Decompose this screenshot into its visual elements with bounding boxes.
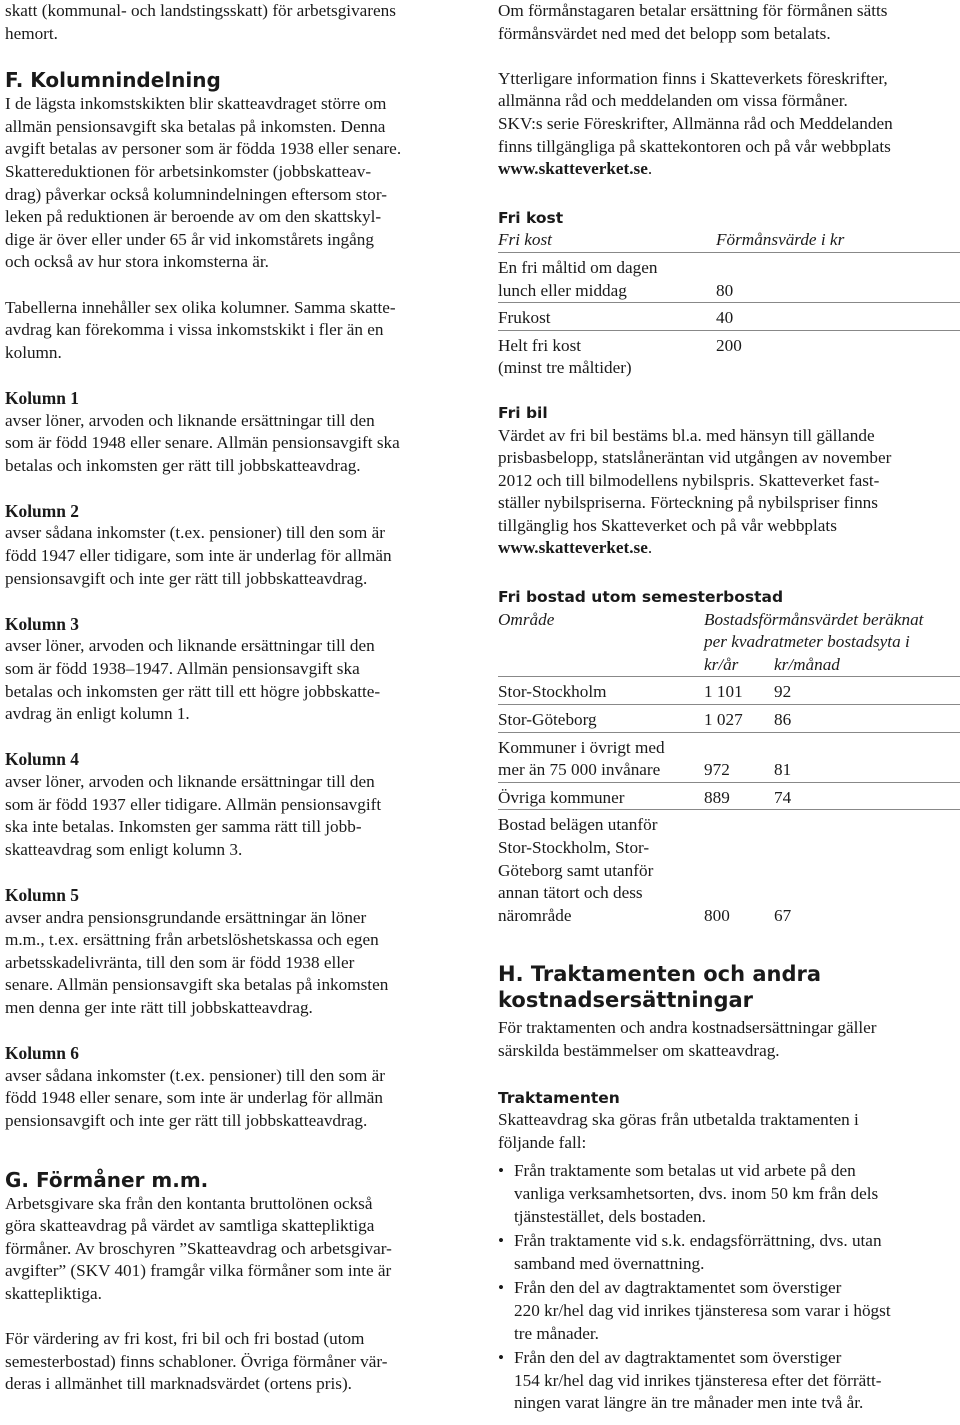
table-header-row (498, 609, 960, 654)
text-line: finns tillgängliga på skattekontoren och på vår webbplats (498, 136, 891, 156)
row-value: 800 (704, 905, 730, 925)
kolumn-title: Kolumn 6 (5, 1043, 79, 1064)
table-row (498, 810, 960, 927)
row-label: annan tätort och dess (498, 883, 643, 903)
text-line: För värdering av fri kost, fri bil och fri bostad (utom (5, 1329, 365, 1349)
text-line: avgifter” (SKV 401) framgår vilka förmåner som inte är (5, 1261, 392, 1281)
kolumn-6 (5, 1042, 465, 1132)
traktamenten-intro (498, 1109, 956, 1154)
heading-line: H. Traktamenten och andra (498, 962, 822, 987)
text-line: samband med övernattning. (514, 1253, 705, 1273)
text-line: förmåner. Av broschyren ”Skatteavdrag och arbetsgivar- (5, 1238, 392, 1258)
row-label: mer än 75 000 invånare (498, 760, 661, 780)
row-value: 200 (716, 335, 742, 355)
intro-paragraph (5, 0, 465, 45)
table-header-row (498, 229, 960, 252)
text-line: drag) påverkar också kolumnindelningen eftersom stor- (5, 184, 387, 204)
traktamenten-heading: Traktamenten (498, 1088, 620, 1107)
column-header: Bostadsförmånsvärdet beräknat (704, 609, 924, 629)
bullet-icon: • (498, 1231, 505, 1251)
row-label: Frukost (498, 303, 716, 331)
text-line: avser löner, arvoden och liknande ersättningar till den (5, 410, 375, 430)
fri-bil-heading: Fri bil (498, 403, 548, 422)
list-item (498, 1277, 956, 1345)
row-label: En fri måltid om dagen (498, 257, 658, 277)
text-line: I de lägsta inkomstskikten blir skatteavdraget större om (5, 94, 387, 114)
row-label: (minst tre måltider) (498, 358, 632, 378)
text-line: tillgänglig hos Skatteverket och på vår webbplats (498, 515, 837, 535)
text-line: skatteavdrag som enligt kolumn 3. (5, 839, 243, 859)
text-line: född 1947 eller tidigare, som inte är underlag för allmän (5, 546, 392, 566)
text-line: göra skatteavdrag på värdet av samtliga skattepliktiga (5, 1216, 375, 1236)
text-line: ningen varat längre än tre månader men inte två år. (514, 1393, 864, 1413)
kolumn-title: Kolumn 4 (5, 749, 79, 770)
row-value: 81 (774, 732, 960, 782)
row-label: Stor-Stockholm, Stor- (498, 838, 650, 857)
list-item (498, 1160, 956, 1228)
text-line: betalas och inkomsten ger rätt till ett högre jobbskatte- (5, 681, 381, 701)
table-row (498, 252, 960, 302)
fri-kost-heading: Fri kost (498, 208, 564, 227)
traktamenten-list (498, 1160, 956, 1415)
kolumn-2 (5, 500, 465, 590)
text-line: avser löner, arvoden och liknande ersättningar till den (5, 772, 375, 791)
row-label: Övriga kommuner (498, 782, 704, 810)
bullet-icon: • (498, 1348, 505, 1368)
row-value: 67 (774, 905, 792, 925)
row-value: 889 (704, 782, 774, 810)
row-value: 92 (774, 677, 960, 705)
text-line: avdrag än enligt kolumn 1. (5, 704, 190, 724)
text-line: född 1948 eller senare, som inte är underlag för allmän (5, 1088, 383, 1108)
kolumn-3 (5, 613, 465, 726)
fri-bostad-heading: Fri bostad utom semesterbostad (498, 588, 784, 607)
table-row (498, 330, 960, 380)
text-line: vanliga verksamhetsorten, dvs. inom 50 km från dels (514, 1183, 879, 1203)
text-line: Värdet av fri bil bestäms bl.a. med hänsyn till gällande (498, 425, 875, 445)
table-header-row (498, 654, 960, 677)
list-item (498, 1347, 956, 1415)
text-line: avdrag kan förekomma i vissa inkomstskikt i fler än en (5, 320, 384, 340)
text-line: kolumn. (5, 342, 62, 362)
text-line: följande fall: (498, 1132, 587, 1152)
text-line: Om förmånstagaren betalar ersättning för förmånen sätts (498, 1, 888, 20)
text-line: 154 kr/hel dag vid inrikes tjänsteresa efter det förrätt- (514, 1370, 882, 1390)
column-header: per kvadratmeter bostadsyta i (704, 632, 910, 652)
row-value: 74 (774, 782, 960, 810)
row-label: Helt fri kost (498, 335, 582, 355)
table-row (498, 303, 960, 331)
text-line: skatt (kommunal- och landstingsskatt) för arbetsgivarens (5, 1, 396, 20)
column-header: Område (498, 609, 555, 629)
kolumn-1 (5, 387, 465, 477)
row-label: lunch eller middag (498, 280, 627, 300)
text-line: Tabellerna innehåller sex olika kolumner. Samma skatte- (5, 297, 396, 317)
unit-header: kr/år (704, 654, 774, 677)
row-label: närområde (498, 905, 572, 925)
table-row (498, 705, 960, 733)
text-line: semesterbostad) finns schabloner. Övriga förmåner vär- (5, 1351, 388, 1371)
section-g-paragraph-2 (5, 1328, 465, 1396)
text-line: pensionsavgift och inte ger rätt till jobbskatteavdrag. (5, 1110, 368, 1130)
text-line: dige är över eller under 65 år vid inkomstårets ingång (5, 229, 374, 249)
left-column (5, 0, 465, 1396)
text-line: som är född 1948 eller senare. Allmän pensionsavgift ska (5, 433, 400, 453)
section-f-paragraph-2 (5, 297, 465, 365)
text-line: deras i allmänhet till marknadsvärdet (ortens pris). (5, 1374, 352, 1394)
row-value: 86 (774, 705, 960, 733)
section-h-paragraph (498, 1017, 956, 1062)
row-value: 80 (716, 252, 960, 302)
section-g-heading: G. Förmåner m.m. (5, 1167, 209, 1192)
text-line: Ytterligare information finns i Skatteverkets föreskrifter, (498, 68, 888, 88)
table-row (498, 782, 960, 810)
text-line: ska inte betalas. Inkomsten ger samma rätt till jobb- (5, 817, 362, 837)
text-line: tjänstestället, dels bostaden. (514, 1206, 706, 1226)
row-value: 40 (716, 303, 960, 331)
text-line: allmänna råd och meddelanden om vissa förmåner. (498, 91, 848, 111)
row-label: Stor-Stockholm (498, 677, 704, 705)
text-line: skattepliktiga. (5, 1283, 102, 1303)
row-value: 1 101 (704, 677, 774, 705)
text-line: Skattereduktionen för arbetsinkomster (jobbskatteav- (5, 161, 372, 181)
text-line: betalas och inkomsten ger rätt till jobbskatteavdrag. (5, 455, 361, 475)
text-line: senare. Allmän pensionsavgift ska betalas på inkomsten (5, 975, 389, 995)
text-line: Från den del av dagtraktamentet som överstiger (514, 1278, 842, 1298)
text-line: 220 kr/hel dag vid inrikes tjänsteresa som varar i högst (514, 1300, 891, 1320)
text-line: Från traktamente vid s.k. endagsförrättning, dvs. utan (514, 1231, 882, 1251)
bullet-icon: • (498, 1278, 505, 1298)
kolumn-title: Kolumn 2 (5, 500, 79, 521)
table-row (498, 677, 960, 705)
kolumn-title: Kolumn 5 (5, 884, 79, 905)
text-line: som är född 1937 eller tidigare. Allmän pensionsavgift (5, 794, 382, 814)
text-line: Från traktamente som betalas ut vid arbete på den (514, 1161, 856, 1181)
kolumn-5 (5, 884, 465, 1020)
text-line: leken på reduktionen är beroende av om den skattskyl- (5, 207, 382, 227)
kolumn-title: Kolumn 3 (5, 613, 79, 634)
text-line: avser sådana inkomster (t.ex. pensioner) till den som är (5, 1065, 385, 1085)
info-paragraph: Ytterligare information finns i Skatteverkets föreskrifter, allmänna råd och meddelanden om vissa förmåner. SKV:s serie Föreskrifter, Allmänna råd och Meddelanden finns tillgängliga på skattekontoren och på vår webbplats www.skatteverket.se. (498, 68, 956, 181)
text-line: avser sådana inkomster (t.ex. pensioner) till den som är (5, 523, 385, 543)
text-line: allmän pensionsavgift ska betalas på inkomsten. Denna (5, 116, 386, 136)
column-header: Förmånsvärde i kr (716, 229, 960, 252)
right-column (498, 0, 956, 1417)
text-line: Skatteavdrag ska göras från utbetalda traktamenten i (498, 1110, 859, 1130)
text-line: arbetsskadelivränta, till den som är född 1938 eller (5, 952, 355, 972)
text-line: särskilda bestämmelser om skatteavdrag. (498, 1040, 780, 1060)
section-g-paragraph (5, 1193, 465, 1306)
kolumn-title: Kolumn 1 (5, 387, 79, 408)
fri-kost-table (498, 229, 960, 380)
fri-bostad-table (498, 609, 960, 928)
website-link[interactable]: www.skatteverket.se (498, 159, 648, 179)
table-row (498, 732, 960, 782)
text-line: SKV:s serie Föreskrifter, Allmänna råd och Meddelanden (498, 113, 893, 133)
row-label: Kommuner i övrigt med (498, 737, 665, 757)
section-f-heading: F. Kolumnindelning (5, 68, 221, 93)
text-line: avgift betalas av personer som är födda 1938 eller senare. (5, 139, 402, 159)
text-line: hemort. (5, 23, 58, 43)
intro-paragraph (498, 0, 956, 45)
text-line: avser löner, arvoden och liknande ersättningar till den (5, 636, 375, 656)
row-label: Stor-Göteborg (498, 705, 704, 733)
unit-header: kr/månad (774, 654, 960, 677)
text-line: Arbetsgivare ska från den kontanta bruttolönen också (5, 1193, 373, 1213)
text-line: förmånsvärdet ned med det belopp som betalats. (498, 23, 831, 43)
bullet-icon: • (498, 1161, 505, 1181)
row-label: Bostad belägen utanför (498, 815, 658, 835)
text-line: För traktamenten och andra kostnadsersättningar gäller (498, 1018, 877, 1038)
text-line: Från den del av dagtraktamentet som överstiger (514, 1348, 842, 1368)
website-link[interactable]: www.skatteverket.se (498, 538, 648, 558)
list-item (498, 1230, 956, 1275)
text-line: pensionsavgift och inte ger rätt till jobbskatteavdrag. (5, 568, 368, 588)
section-h-heading (498, 961, 956, 1013)
kolumn-4 (5, 748, 465, 861)
row-value: 972 (704, 732, 774, 782)
text-line: som är född 1938–1947. Allmän pensionsavgift ska (5, 659, 360, 679)
text-line: prisbasbelopp, statslåneräntan vid utgången av november (498, 448, 892, 468)
text-line: m.m., t.ex. ersättning från arbetslöshetskassa och egen (5, 930, 379, 950)
fri-bil-paragraph: Värdet av fri bil bestäms bl.a. med hänsyn till gällande prisbasbelopp, statslåneräntan vid utgången av november 2012 och till bilmodellens nybilspris. Skatteverket fast- ställer nybilspriserna. Förteckning på nybilspriser finns tillgänglig hos Skatteverket och på vår webbplats www.skatteverket.se. (498, 425, 956, 561)
text-line: tre månader. (514, 1323, 599, 1343)
text-line: och också av hur stora inkomsterna är. (5, 252, 269, 272)
text-line: avser andra pensionsgrundande ersättningar än löner (5, 907, 367, 927)
column-header: Fri kost (498, 229, 716, 252)
row-label: Göteborg samt utanför (498, 860, 654, 880)
text-line: men denna ger inte rätt till jobbskatteavdrag. (5, 997, 313, 1017)
section-f-paragraph (5, 93, 465, 274)
row-value: 1 027 (704, 705, 774, 733)
text-line: ställer nybilspriserna. Förteckning på nybilspriser finns (498, 493, 878, 513)
text-line: 2012 och till bilmodellens nybilspris. Skatteverket fast- (498, 470, 880, 490)
heading-line: kostnadsersättningar (498, 988, 754, 1013)
